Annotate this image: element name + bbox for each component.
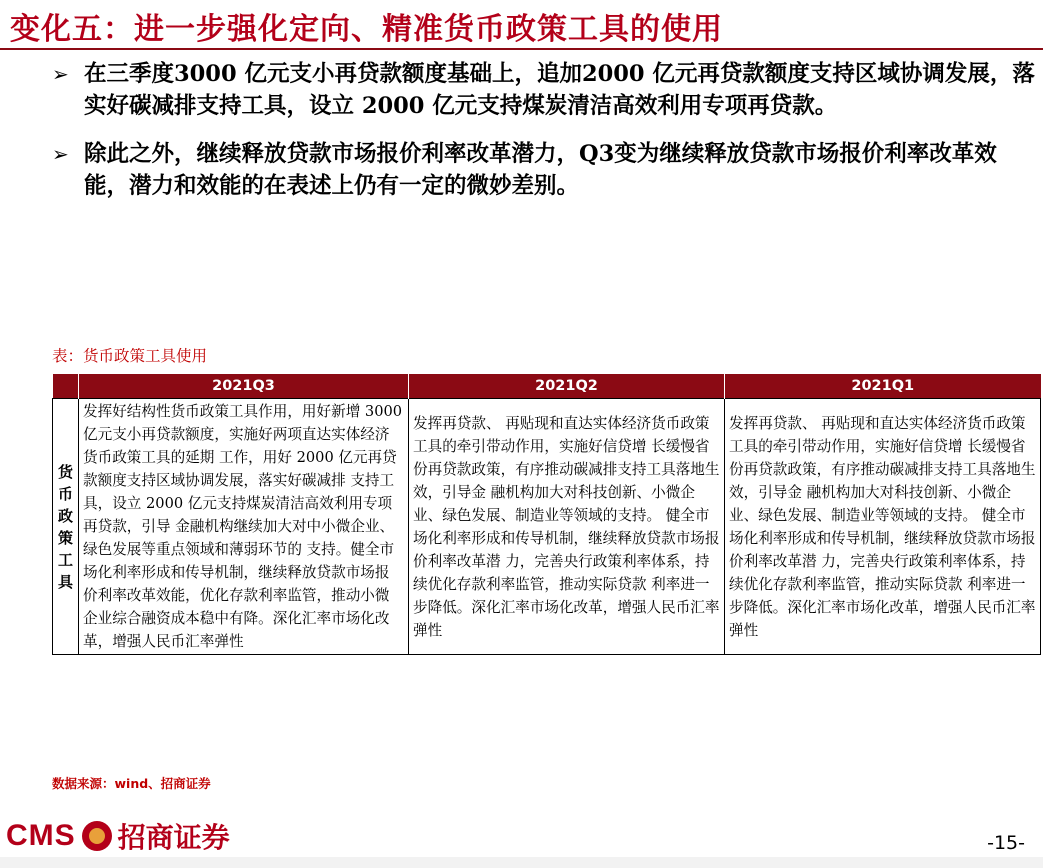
page-title: 变化五：进一步强化定向、精准货币政策工具的使用 bbox=[10, 12, 723, 47]
bullet-item bbox=[52, 58, 1037, 122]
logo-cms-text: CMS bbox=[6, 819, 76, 852]
row-header-char: 具 bbox=[57, 572, 73, 591]
table-cell-2021q2 bbox=[409, 399, 725, 655]
cell-text: 发挥再贷款、 再贴现和直达实体经济货币政策工具的牵引带动作用，实施好信贷增 长缓慢省份再贷款政策，有序推动碳减排支持工具落地生效，引导金 融机构加大对科技创新、小微企业、绿色发展、制造业等领域的支持。 健全市场化利率形成和传导机制，继续释放贷款市场报价利率改革潜 力，完善央行政策利率体系，持续优化存款利率监管，推动实际贷款 利率进一步降低。深化汇率市场化改革，增强人民币汇率弹性 bbox=[413, 414, 720, 639]
footer-band bbox=[0, 857, 1043, 868]
bullet-item bbox=[52, 138, 1037, 202]
table-cell-2021q1 bbox=[725, 399, 1041, 655]
cell-text: 发挥再贷款、 再贴现和直达实体经济货币政策工具的牵引带动作用，实施好信贷增 长缓慢省份再贷款政策，有序推动碳减排支持工具落地生效，引导金 融机构加大对科技创新、小微企业、绿色发展、制造业等领域的支持。 健全市场化利率形成和传导机制，继续释放贷款市场报价利率改革潜 力，完善央行政策利率体系，持续优化存款利率监管，推动实际贷款 利率进一步降低。深化汇率市场化改革，增强人民币汇率弹性 bbox=[729, 414, 1036, 639]
table-caption: 表：货币政策工具使用 bbox=[52, 347, 208, 365]
table-header-2021q3: 2021Q3 bbox=[79, 374, 409, 399]
table-header-blank bbox=[53, 374, 79, 399]
bullet-text: 在三季度3000 亿元支小再贷款额度基础上，追加2000 亿元再贷款额度支持区域协调发展，落实好碳减排支持工具，设立 2000 亿元支持煤炭清洁高效利用专项再贷款。 bbox=[84, 61, 1035, 119]
cms-logo bbox=[6, 818, 230, 854]
table-header-row bbox=[53, 374, 1041, 399]
bullet-arrow-icon: ➢ bbox=[52, 62, 69, 86]
bullet-list bbox=[52, 58, 1037, 218]
page-number: -15- bbox=[987, 832, 1025, 854]
logo-company-name: 招商证券 bbox=[117, 821, 230, 854]
row-header-char: 策 bbox=[57, 528, 73, 547]
bullet-arrow-icon: ➢ bbox=[52, 142, 69, 166]
row-header-char: 工 bbox=[57, 550, 73, 569]
table-row bbox=[53, 399, 1041, 655]
row-header-monetary-tools bbox=[53, 399, 79, 655]
policy-tools-table bbox=[52, 374, 1041, 655]
row-header-char: 币 bbox=[57, 484, 73, 503]
row-header-char: 政 bbox=[57, 506, 73, 525]
table-cell-2021q3 bbox=[79, 399, 409, 655]
bullet-text: 除此之外，继续释放贷款市场报价利率改革潜力，Q3变为继续释放贷款市场报价利率改革效能，潜力和效能的在表述上仍有一定的微妙差别。 bbox=[84, 141, 997, 199]
table-header-2021q1: 2021Q1 bbox=[725, 374, 1041, 399]
table-header-2021q2: 2021Q2 bbox=[409, 374, 725, 399]
data-source-note: 数据来源：wind、招商证券 bbox=[52, 776, 211, 791]
logo-emblem-icon bbox=[82, 821, 112, 851]
row-header-char: 货 bbox=[57, 462, 73, 481]
cell-text: 发挥好结构性货币政策工具作用，用好新增 3000 亿元支小再贷款额度，实施好两项直达实体经济货币政策工具的延期 工作，用好 2000 亿元再贷款额度支持区域协调发展，落实好碳减排 支持工具，设立 2000 亿元支持煤炭清洁高效利用专项再贷款，引导 金融机构继续加大对中小微企业、绿色发展等重点领域和薄弱环节的 支持。健全市场化利率形成和传导机制，继续释放贷款市场报价利率改革效能，优化存款利率监管，推动小微企业综合融资成本稳中有降。深化汇率市场化改革，增强人民币汇率弹性 bbox=[83, 403, 407, 650]
title-divider bbox=[0, 48, 1043, 50]
